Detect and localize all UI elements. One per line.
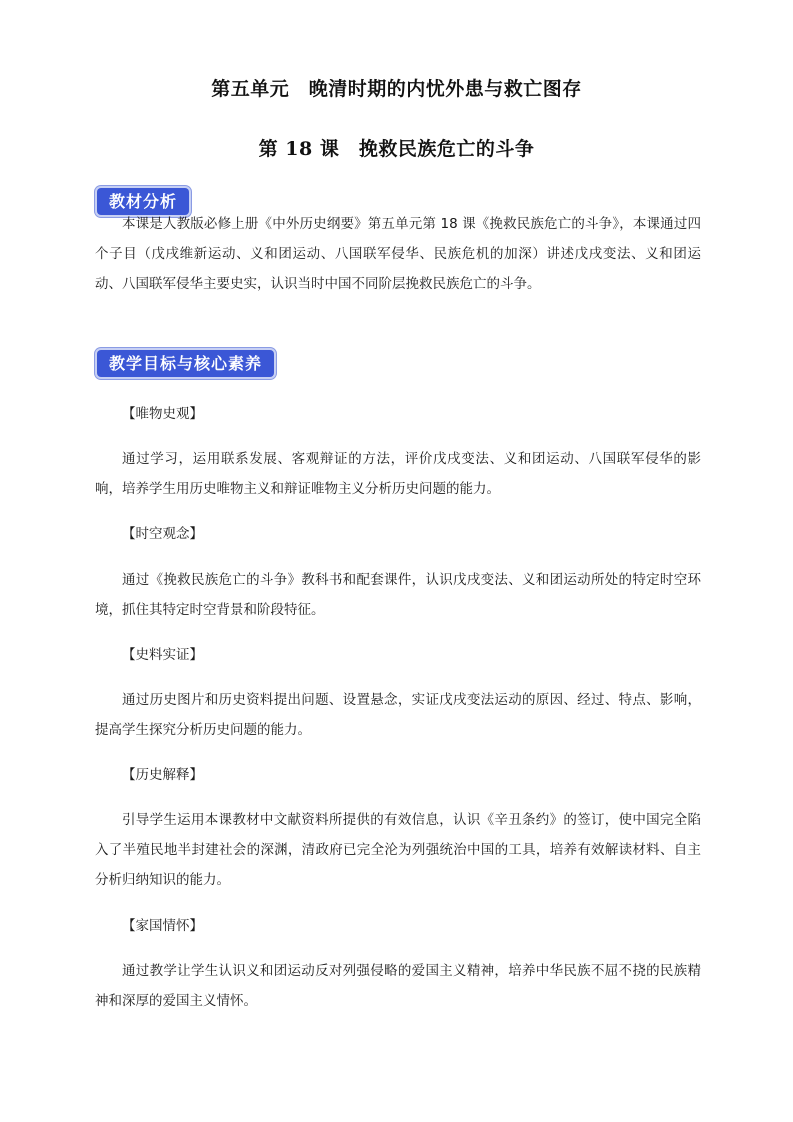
objective-paragraph: 通过历史图片和历史资料提出问题、设置悬念，实证戊戌变法运动的原因、经过、特点、影响，提高学生探究分析历史问题的能力。 [95,692,701,738]
objective-heading: 【家国情怀】 [122,918,203,934]
unit-title: 第五单元 晚清时期的内忧外患与救亡图存 [211,78,582,100]
lesson-title: 第 18 课 挽救民族危亡的斗争 [258,138,535,160]
objective-paragraph: 引导学生运用本课教材中文献资料所提供的有效信息，认识《辛丑条约》的签订，使中国完全陷入了半殖民地半封建社会的深渊，清政府已完全沦为列强统治中国的工具，培养有效解读材料、自主分析归纳知识的能力。 [95,812,701,888]
objective-paragraph: 通过《挽救民族危亡的斗争》教科书和配套课件，认识戊戌变法、义和团运动所处的特定时空环境，抓住其特定时空背景和阶段特征。 [95,572,701,618]
objective-heading: 【唯物史观】 [122,406,203,422]
objective-paragraph: 通过教学让学生认识义和团运动反对列强侵略的爱国主义精神，培养中华民族不屈不挠的民族精神和深厚的爱国主义情怀。 [95,963,701,1009]
objective-heading: 【历史解释】 [122,767,203,783]
section-badge-objectives: 教学目标与核心素养 [97,350,274,377]
textbook-analysis-paragraph: 本课是人教版必修上册《中外历史纲要》第五单元第 18 课《挽救民族危亡的斗争》，本课通过四个子目（戊戌维新运动、义和团运动、八国联军侵华、民族危机的加深）讲述戊戌变法、义和团运动、八国联军侵华主要史实，认识当时中国不同阶层挽救民族危亡的斗争。 [95,216,701,292]
objective-paragraph: 通过学习，运用联系发展、客观辩证的方法，评价戊戌变法、义和团运动、八国联军侵华的影响，培养学生用历史唯物主义和辩证唯物主义分析历史问题的能力。 [95,451,701,497]
objective-heading: 【时空观念】 [122,526,203,542]
objective-heading: 【史料实证】 [122,647,203,663]
section-badge-textbook-analysis: 教材分析 [97,188,189,215]
